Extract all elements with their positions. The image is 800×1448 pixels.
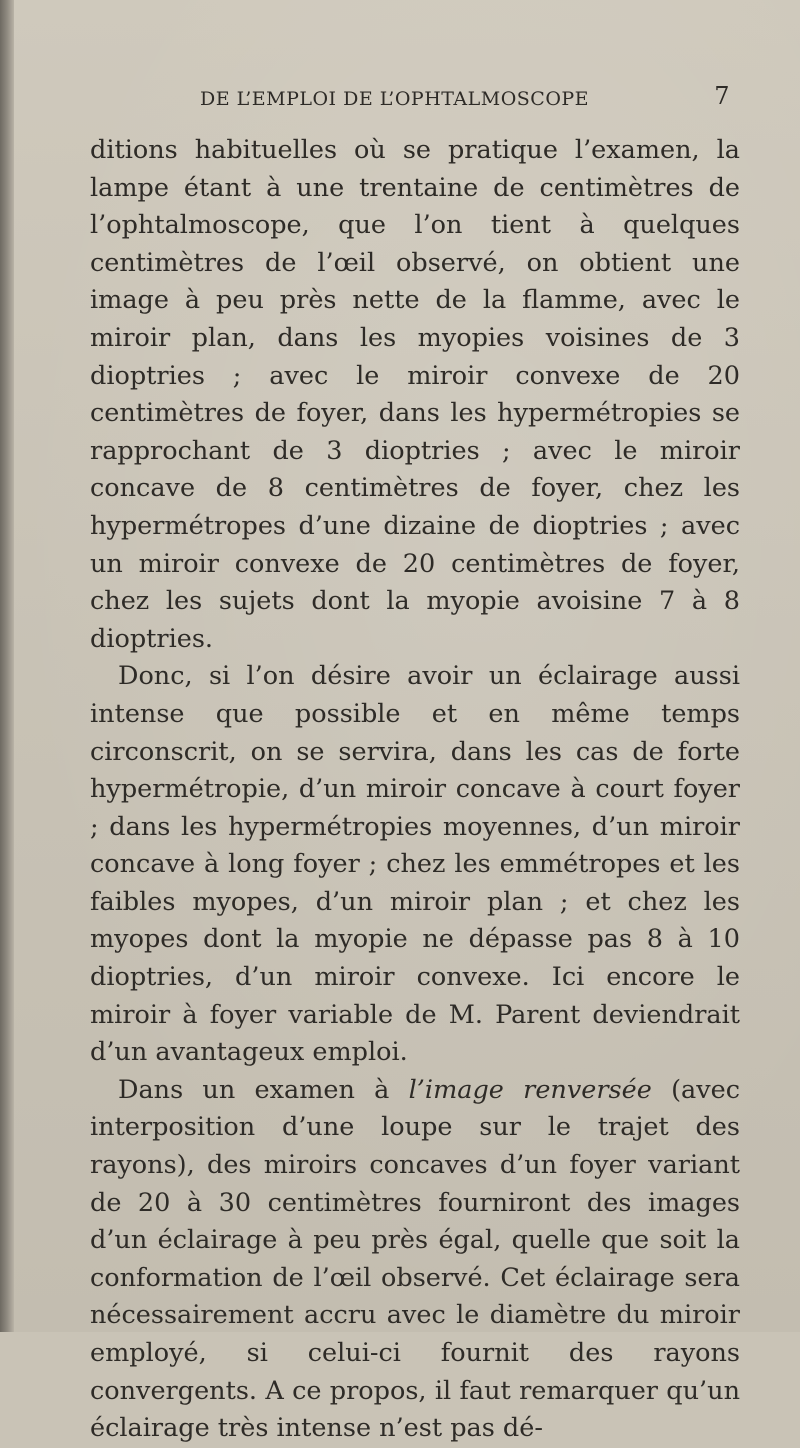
page-body — [90, 132, 740, 1448]
book-spine-shadow — [0, 0, 14, 1332]
running-title: DE L’EMPLOI DE L’OPHTALMOSCOPE — [200, 88, 590, 110]
italic-term: l’image renversée — [408, 1074, 652, 1105]
paragraph-1: ditions habituelles où se pratique l’examen, la lampe étant à une trentaine de centimètres de l’ophtalmoscope, que l’on tient à quelques centimètres de l’œil observé, on obtient une image à peu près nette de la flamme, avec le miroir plan, dans les myopies voisines de 3 dioptries ; avec le miroir convexe de 20 centimètres de foyer, dans les hypermétropies se rapprochant de 3 dioptries ; avec le miroir concave de 8 centimètres de foyer, chez les hypermétropes d’une dizaine de dioptries ; avec un miroir convexe de 20 centimètres de foyer, chez les sujets dont la myopie avoisine 7 à 8 dioptries. — [90, 135, 740, 654]
paragraph-3: Dans un examen à l’image renversée (avec interposition d’une loupe sur le trajet des rayons), des miroirs concaves d’un foyer variant de 20 à 30 centimètres fourniront des images d’un éclairage à peu près égal, quelle que soit la conformation de l’œil observé. Cet éclairage sera nécessairement accru avec le diamètre du miroir employé, si celui-ci fournit des rayons convergents. A ce propos, il faut remarquer qu’un éclairage très intense n’est pas dé- — [90, 1074, 740, 1444]
paragraph-2: Donc, si l’on désire avoir un éclairage aussi intense que possible et en même temps circonscrit, on se servira, dans les cas de forte hypermétropie, d’un miroir concave à court foyer ; dans les hypermétropies moyennes, d’un miroir concave à long foyer ; chez les emmétropes et les faibles myopes, d’un miroir plan ; et chez les myopes dont la myopie ne dépasse pas 8 à 10 dioptries, d’un miroir convexe. Ici encore le miroir à foyer variable de M. Parent deviendrait d’un avantageux emploi. — [90, 661, 740, 1068]
page-number: 7 — [714, 82, 730, 110]
